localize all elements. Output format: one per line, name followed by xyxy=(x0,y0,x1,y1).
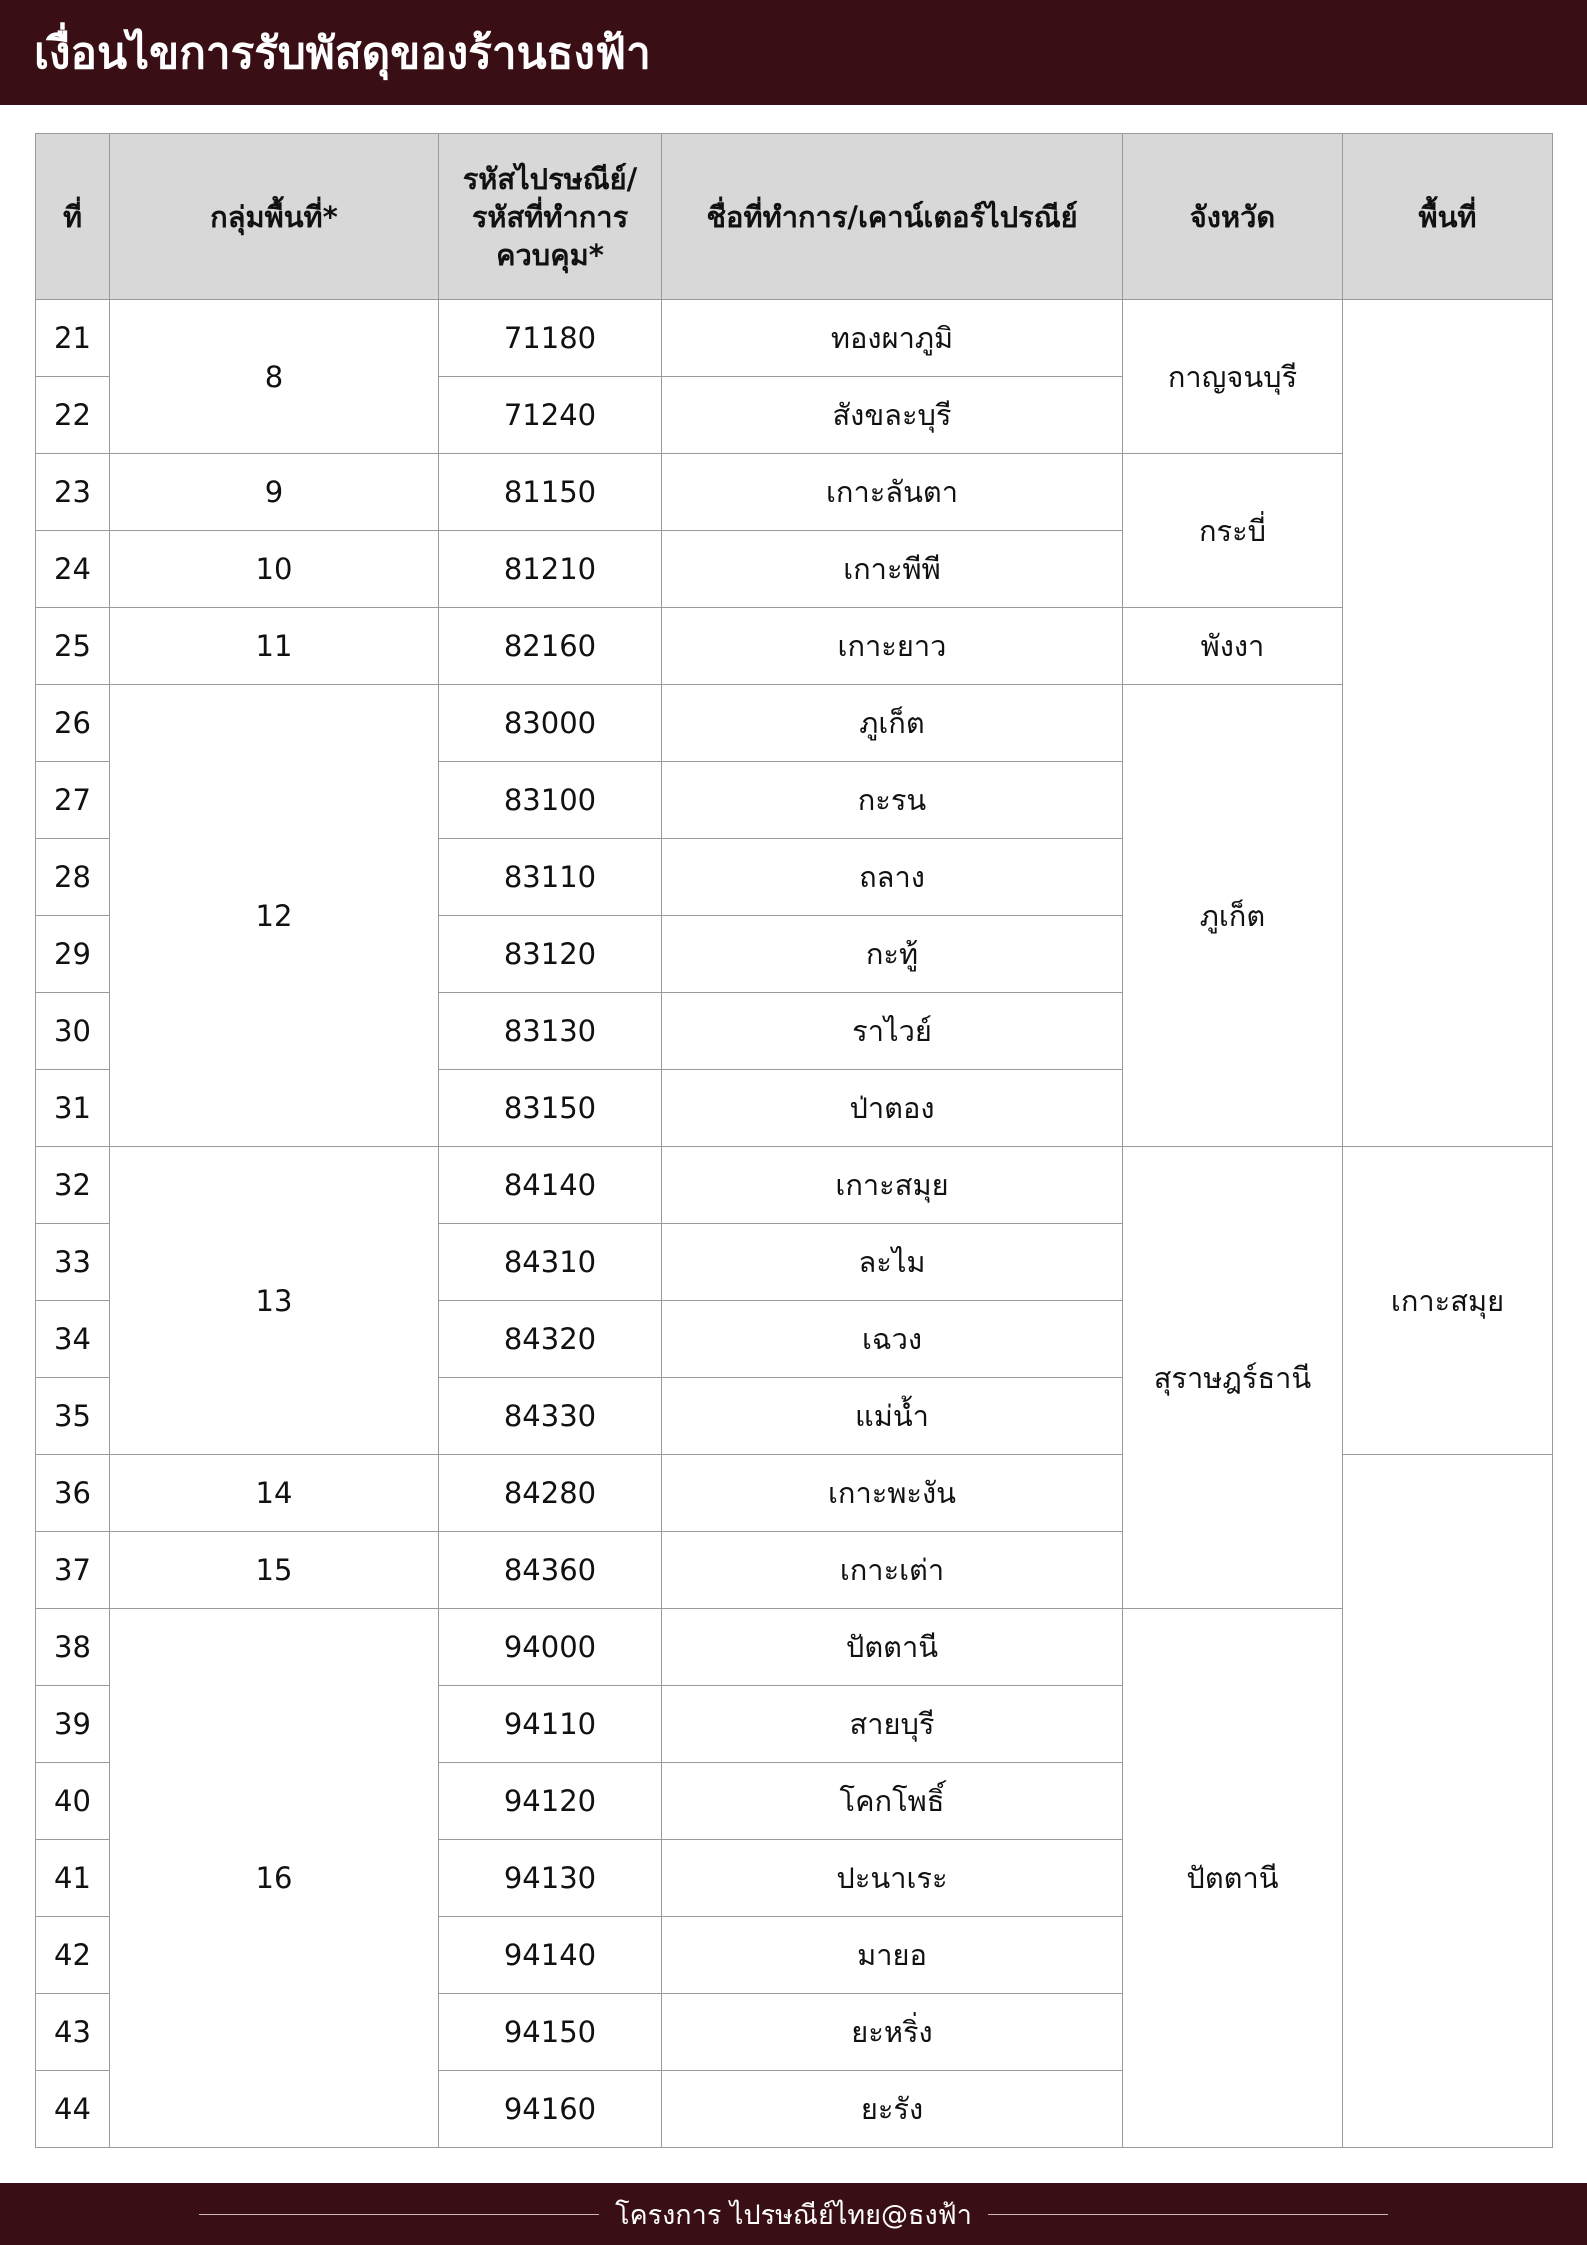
cell-no: 42 xyxy=(36,1917,110,1994)
cell-code: 83130 xyxy=(439,993,662,1070)
cell-code: 94130 xyxy=(439,1840,662,1917)
cell-code: 71180 xyxy=(439,300,662,377)
cell-no: 22 xyxy=(36,377,110,454)
cell-no: 33 xyxy=(36,1224,110,1301)
cell-office: ทองผาภูมิ xyxy=(662,300,1123,377)
cell-code: 81150 xyxy=(439,454,662,531)
table-row xyxy=(36,454,1553,531)
table-header-row xyxy=(36,134,1553,300)
cell-no: 26 xyxy=(36,685,110,762)
cell-code: 94000 xyxy=(439,1609,662,1686)
cell-no: 31 xyxy=(36,1070,110,1147)
table-body xyxy=(36,300,1553,2148)
cell-office: ยะหริ่ง xyxy=(662,1994,1123,2071)
cell-office: ปะนาเระ xyxy=(662,1840,1123,1917)
cell-no: 39 xyxy=(36,1686,110,1763)
cell-no: 40 xyxy=(36,1763,110,1840)
cell-province: สุราษฎร์ธานี xyxy=(1123,1147,1343,1609)
header-office: ชื่อที่ทำการ/เคาน์เตอร์ไปรณีย์ xyxy=(662,134,1123,300)
cell-code: 94140 xyxy=(439,1917,662,1994)
footer-text: โครงการ ไปรษณีย์ไทย@ธงฟ้า xyxy=(615,2199,972,2231)
cell-office: เกาะพะงัน xyxy=(662,1455,1123,1532)
cell-code: 84140 xyxy=(439,1147,662,1224)
cell-no: 37 xyxy=(36,1532,110,1609)
header-province: จังหวัด xyxy=(1123,134,1343,300)
cell-no: 29 xyxy=(36,916,110,993)
cell-code: 94160 xyxy=(439,2071,662,2148)
cell-province: ปัตตานี xyxy=(1123,1609,1343,2148)
cell-area xyxy=(1343,300,1553,1147)
cell-area: เกาะสมุย xyxy=(1343,1147,1553,1455)
table-container xyxy=(35,133,1552,2148)
cell-no: 30 xyxy=(36,993,110,1070)
cell-group: 9 xyxy=(110,454,439,531)
cell-no: 27 xyxy=(36,762,110,839)
cell-code: 83110 xyxy=(439,839,662,916)
cell-office: ภูเก็ต xyxy=(662,685,1123,762)
cell-office: เกาะลันตา xyxy=(662,454,1123,531)
cell-no: 32 xyxy=(36,1147,110,1224)
header-code: รหัสไปรษณีย์/ รหัสที่ทำการ ควบคุม* xyxy=(439,134,662,300)
cell-province: พังงา xyxy=(1123,608,1343,685)
delivery-conditions-table xyxy=(35,133,1553,2148)
header-group: กลุ่มพื้นที่* xyxy=(110,134,439,300)
cell-office: โคกโพธิ์ xyxy=(662,1763,1123,1840)
cell-group: 16 xyxy=(110,1609,439,2148)
cell-group: 11 xyxy=(110,608,439,685)
table-row xyxy=(36,300,1553,377)
cell-office: ละไม xyxy=(662,1224,1123,1301)
cell-code: 84360 xyxy=(439,1532,662,1609)
cell-group: 15 xyxy=(110,1532,439,1609)
table-row xyxy=(36,685,1553,762)
cell-office: เฉวง xyxy=(662,1301,1123,1378)
page-title: เงื่อนไขการรับพัสดุของร้านธงฟ้า xyxy=(34,27,651,79)
table-row xyxy=(36,608,1553,685)
cell-code: 94120 xyxy=(439,1763,662,1840)
cell-office: สายบุรี xyxy=(662,1686,1123,1763)
cell-no: 43 xyxy=(36,1994,110,2071)
cell-no: 24 xyxy=(36,531,110,608)
cell-no: 44 xyxy=(36,2071,110,2148)
table-row xyxy=(36,1609,1553,1686)
cell-office: เกาะพีพี xyxy=(662,531,1123,608)
cell-office: กะทู้ xyxy=(662,916,1123,993)
cell-code: 84280 xyxy=(439,1455,662,1532)
cell-office: แม่น้ำ xyxy=(662,1378,1123,1455)
cell-no: 41 xyxy=(36,1840,110,1917)
cell-office: สังขละบุรี xyxy=(662,377,1123,454)
cell-office: กะรน xyxy=(662,762,1123,839)
cell-area xyxy=(1343,1455,1553,2148)
cell-office: เกาะเต่า xyxy=(662,1532,1123,1609)
cell-office: ราไวย์ xyxy=(662,993,1123,1070)
cell-office: ถลาง xyxy=(662,839,1123,916)
footer-divider-right xyxy=(988,2214,1388,2215)
cell-office: ปัตตานี xyxy=(662,1609,1123,1686)
cell-office: เกาะยาว xyxy=(662,608,1123,685)
cell-group: 14 xyxy=(110,1455,439,1532)
cell-no: 34 xyxy=(36,1301,110,1378)
cell-group: 13 xyxy=(110,1147,439,1455)
cell-no: 25 xyxy=(36,608,110,685)
cell-province: กาญจนบุรี xyxy=(1123,300,1343,454)
cell-no: 35 xyxy=(36,1378,110,1455)
cell-code: 83100 xyxy=(439,762,662,839)
cell-office: ยะรัง xyxy=(662,2071,1123,2148)
cell-code: 82160 xyxy=(439,608,662,685)
cell-group: 12 xyxy=(110,685,439,1147)
cell-code: 84320 xyxy=(439,1301,662,1378)
header-area: พื้นที่ xyxy=(1343,134,1553,300)
cell-no: 38 xyxy=(36,1609,110,1686)
cell-province: ภูเก็ต xyxy=(1123,685,1343,1147)
cell-no: 23 xyxy=(36,454,110,531)
cell-office: ป่าตอง xyxy=(662,1070,1123,1147)
cell-province: กระบี่ xyxy=(1123,454,1343,608)
cell-code: 83150 xyxy=(439,1070,662,1147)
cell-code: 94110 xyxy=(439,1686,662,1763)
cell-group: 8 xyxy=(110,300,439,454)
cell-code: 84330 xyxy=(439,1378,662,1455)
cell-code: 71240 xyxy=(439,377,662,454)
cell-code: 94150 xyxy=(439,1994,662,2071)
footer-bar xyxy=(0,2183,1587,2245)
table-row xyxy=(36,1147,1553,1224)
cell-no: 36 xyxy=(36,1455,110,1532)
cell-group: 10 xyxy=(110,531,439,608)
page-title-bar xyxy=(0,0,1587,105)
cell-office: เกาะสมุย xyxy=(662,1147,1123,1224)
cell-code: 83000 xyxy=(439,685,662,762)
cell-code: 83120 xyxy=(439,916,662,993)
footer-divider-left xyxy=(199,2214,599,2215)
cell-office: มายอ xyxy=(662,1917,1123,1994)
cell-code: 84310 xyxy=(439,1224,662,1301)
cell-no: 28 xyxy=(36,839,110,916)
cell-no: 21 xyxy=(36,300,110,377)
header-no: ที่ xyxy=(36,134,110,300)
cell-code: 81210 xyxy=(439,531,662,608)
